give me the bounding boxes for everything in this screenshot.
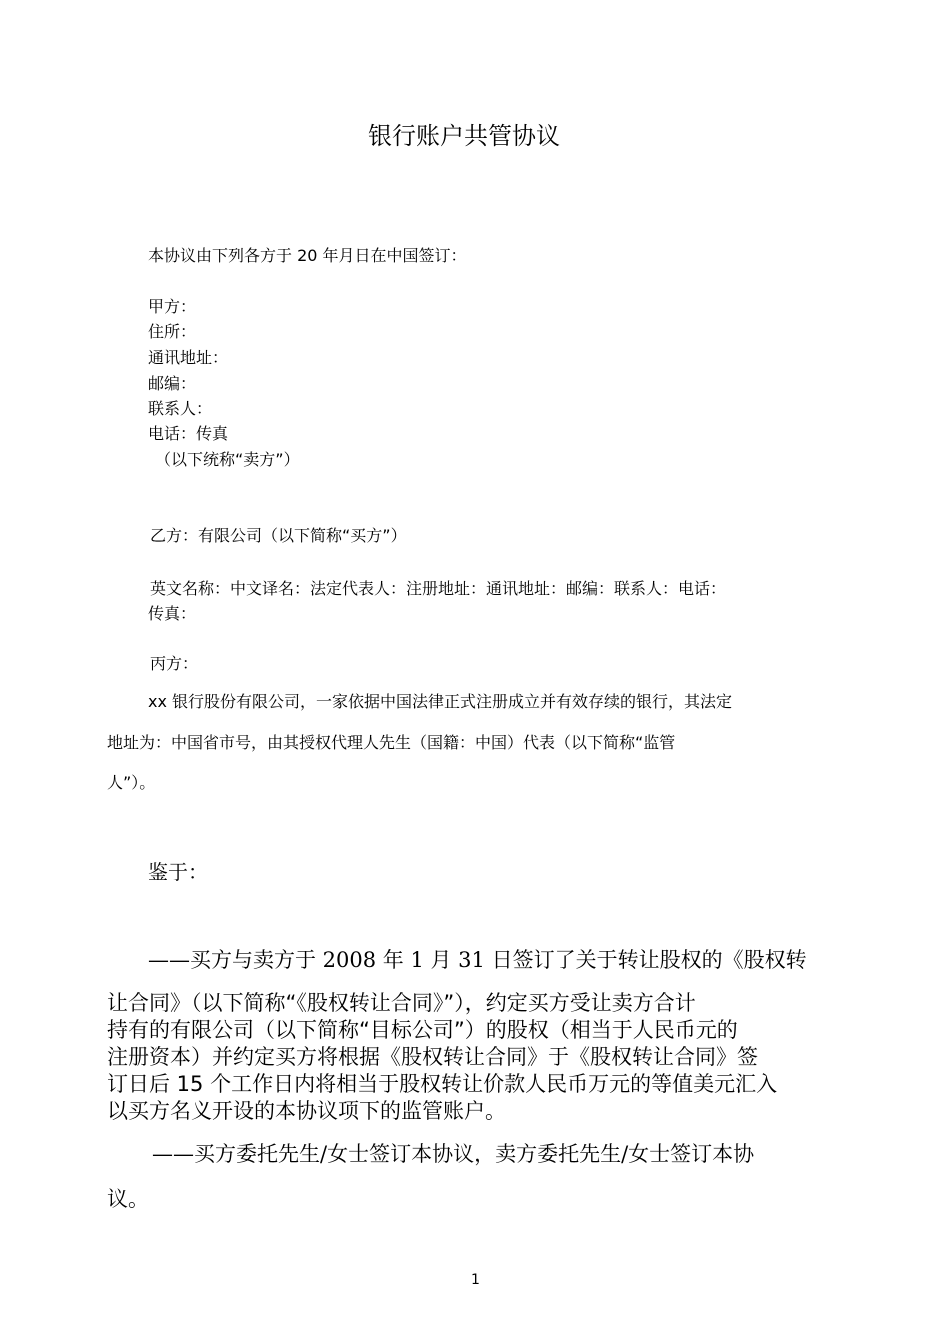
party-a-alias: （以下统称“卖方”） bbox=[155, 450, 300, 469]
whereas-clause-1-line-5: 订日后 15 个工作日内将相当于股权转让价款人民币万元的等值美元汇入 bbox=[107, 1072, 778, 1096]
party-c-line-3: 人”）。 bbox=[107, 773, 156, 792]
intro-text: 本协议由下列各方于 20 年月日在中国签订： bbox=[148, 246, 467, 265]
party-a-phone-fax: 电话：传真 bbox=[148, 424, 229, 443]
whereas-clause-1-line-4: 注册资本）并约定买方将根据《股权转让合同》于《股权转让合同》签 bbox=[107, 1045, 758, 1069]
whereas-clause-2-line-2: 议。 bbox=[107, 1187, 149, 1211]
party-a-postcode: 邮编： bbox=[148, 374, 197, 393]
whereas-clause-2-line-1: ——买方委托先生/女士签订本协议，卖方委托先生/女士签订本协 bbox=[152, 1142, 755, 1166]
whereas-heading: 鉴于： bbox=[148, 860, 208, 884]
party-c-line-1: xx 银行股份有限公司，一家依据中国法律正式注册成立并有效存续的银行，其法定 bbox=[148, 692, 733, 711]
party-b-details: 英文名称：中文译名：法定代表人：注册地址：通讯地址：邮编：联系人：电话： bbox=[150, 579, 727, 598]
party-a-contact: 联系人： bbox=[148, 399, 213, 418]
party-c-label: 丙方： bbox=[150, 654, 199, 673]
party-a-label: 甲方： bbox=[148, 297, 197, 316]
party-b-fax: 传真： bbox=[148, 604, 197, 623]
page-number: 1 bbox=[471, 1272, 480, 1288]
party-a-mailing-address: 通讯地址： bbox=[148, 348, 229, 367]
whereas-clause-1-line-2: 让合同》（以下简称“《股权转让合同》”），约定买方受让卖方合计 bbox=[107, 991, 696, 1015]
whereas-clause-1-line-3: 持有的有限公司（以下简称“目标公司”）的股权（相当于人民币元的 bbox=[107, 1018, 738, 1042]
party-c-line-2: 地址为：中国省市号，由其授权代理人先生（国籍：中国）代表（以下简称“监管 bbox=[107, 733, 676, 752]
party-b-line: 乙方：有限公司（以下简称“买方”） bbox=[150, 526, 407, 545]
whereas-clause-1-line-1: ——买方与卖方于 2008 年 1 月 31 日签订了关于转让股权的《股权转 bbox=[148, 948, 807, 972]
document-title: 银行账户共管协议 bbox=[368, 122, 560, 150]
whereas-clause-1-line-6: 以买方名义开设的本协议项下的监管账户。 bbox=[107, 1099, 506, 1123]
party-a-address: 住所： bbox=[148, 322, 197, 341]
